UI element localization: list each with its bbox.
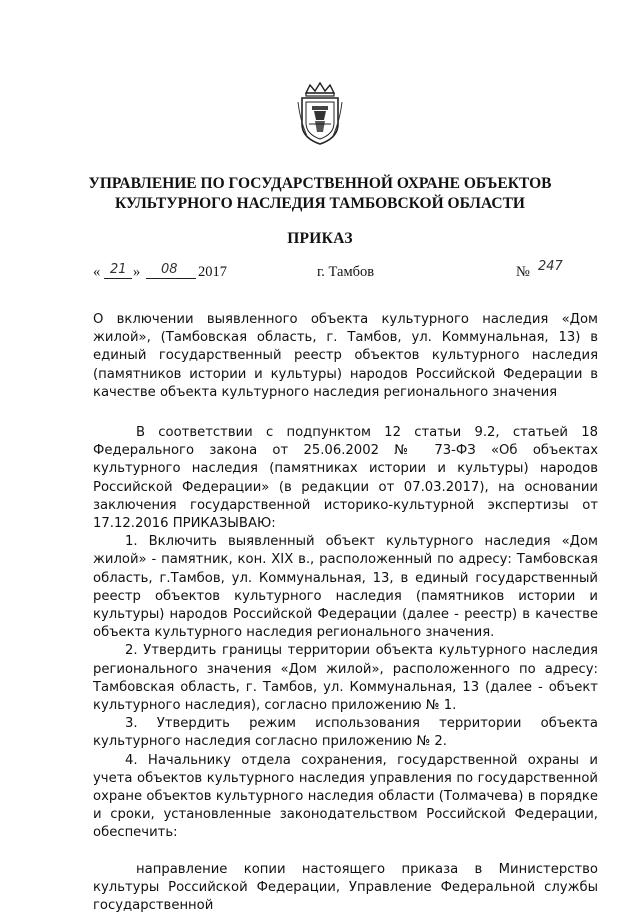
document-type-title: ПРИКАЗ xyxy=(287,230,353,247)
item-4-paragraph: 4. Начальнику отдела сохранения, государственной охраны и учета объектов культурного наследия управления по государственной охране объектов культурного наследия области (Толмачева) в порядке и сроки, установленные законодательством Российской Федерации, обеспечить: xyxy=(93,752,598,841)
item-3-paragraph: 3. Утвердить режим использования территории объекта культурного наследия согласно приложению № 2. xyxy=(93,716,598,750)
order-body xyxy=(93,424,598,915)
order-subject: О включении выявленного объекта культурного наследия «Дом жилой», (Тамбовская область, г. Тамбов, ул. Коммунальная, 13) в единый государственный реестр объектов культурного наследия (памятников истории и культуры) народов Российской Федерации в качестве объекта культурного наследия регионального значения xyxy=(93,312,598,400)
order-number-prefix: № xyxy=(516,264,530,280)
preamble-paragraph: В соответствии с подпунктом 12 статьи 9.2, статьей 18 Федерального закона от 25.06.2002 № 73-ФЗ «Об объектах культурного наследия (памятниках истории и культуры) народов Российской Федерации» (в редакции от 07.03.2017), на основании заключения государственной историко-культурной экспертизы от 17.12.2016 ПРИКАЗЫВАЮ: xyxy=(93,425,598,532)
date-year: 2017 xyxy=(198,264,227,280)
tambov-region-coat-of-arms-icon xyxy=(297,80,343,146)
item-4a-paragraph: направление копии настоящего приказа в Министерство культуры Российской Федерации, Управление Федеральной службы государственной xyxy=(93,861,598,914)
date-month-handwritten: 08 xyxy=(161,262,178,277)
date-day-handwritten: 21 xyxy=(110,262,127,277)
city-name: г. Тамбов xyxy=(317,264,375,280)
item-2-paragraph: 2. Утвердить границы территории объекта культурного наследия регионального значения «Дом жилой», расположенного по адресу: Тамбовская область, г. Тамбов, ул. Коммунальная, 13 (далее - объект культурного наследия), согласно приложению № 1. xyxy=(93,643,598,714)
organization-name xyxy=(60,174,580,214)
date-close-quote: » xyxy=(133,264,141,280)
date-open-quote: « xyxy=(93,264,101,280)
org-line-1: УПРАВЛЕНИЕ ПО ГОСУДАРСТВЕННОЙ ОХРАНЕ ОБЪЕКТОВ xyxy=(88,175,552,192)
order-number-handwritten: 247 xyxy=(538,259,563,274)
item-1-paragraph: 1. Включить выявленный объект культурного наследия «Дом жилой» - памятник, кон. XIX в., расположенный по адресу: Тамбовская область, г.Тамбов, ул. Коммунальная, 13, в единый государственный реестр объектов культурного наследия (памятников истории и культуры) народов Российской Федерации (далее - реестр) в качестве объекта культурного наследия регионального значения. xyxy=(93,534,598,641)
org-line-2: КУЛЬТУРНОГО НАСЛЕДИЯ ТАМБОВСКОЙ ОБЛАСТИ xyxy=(115,195,525,212)
